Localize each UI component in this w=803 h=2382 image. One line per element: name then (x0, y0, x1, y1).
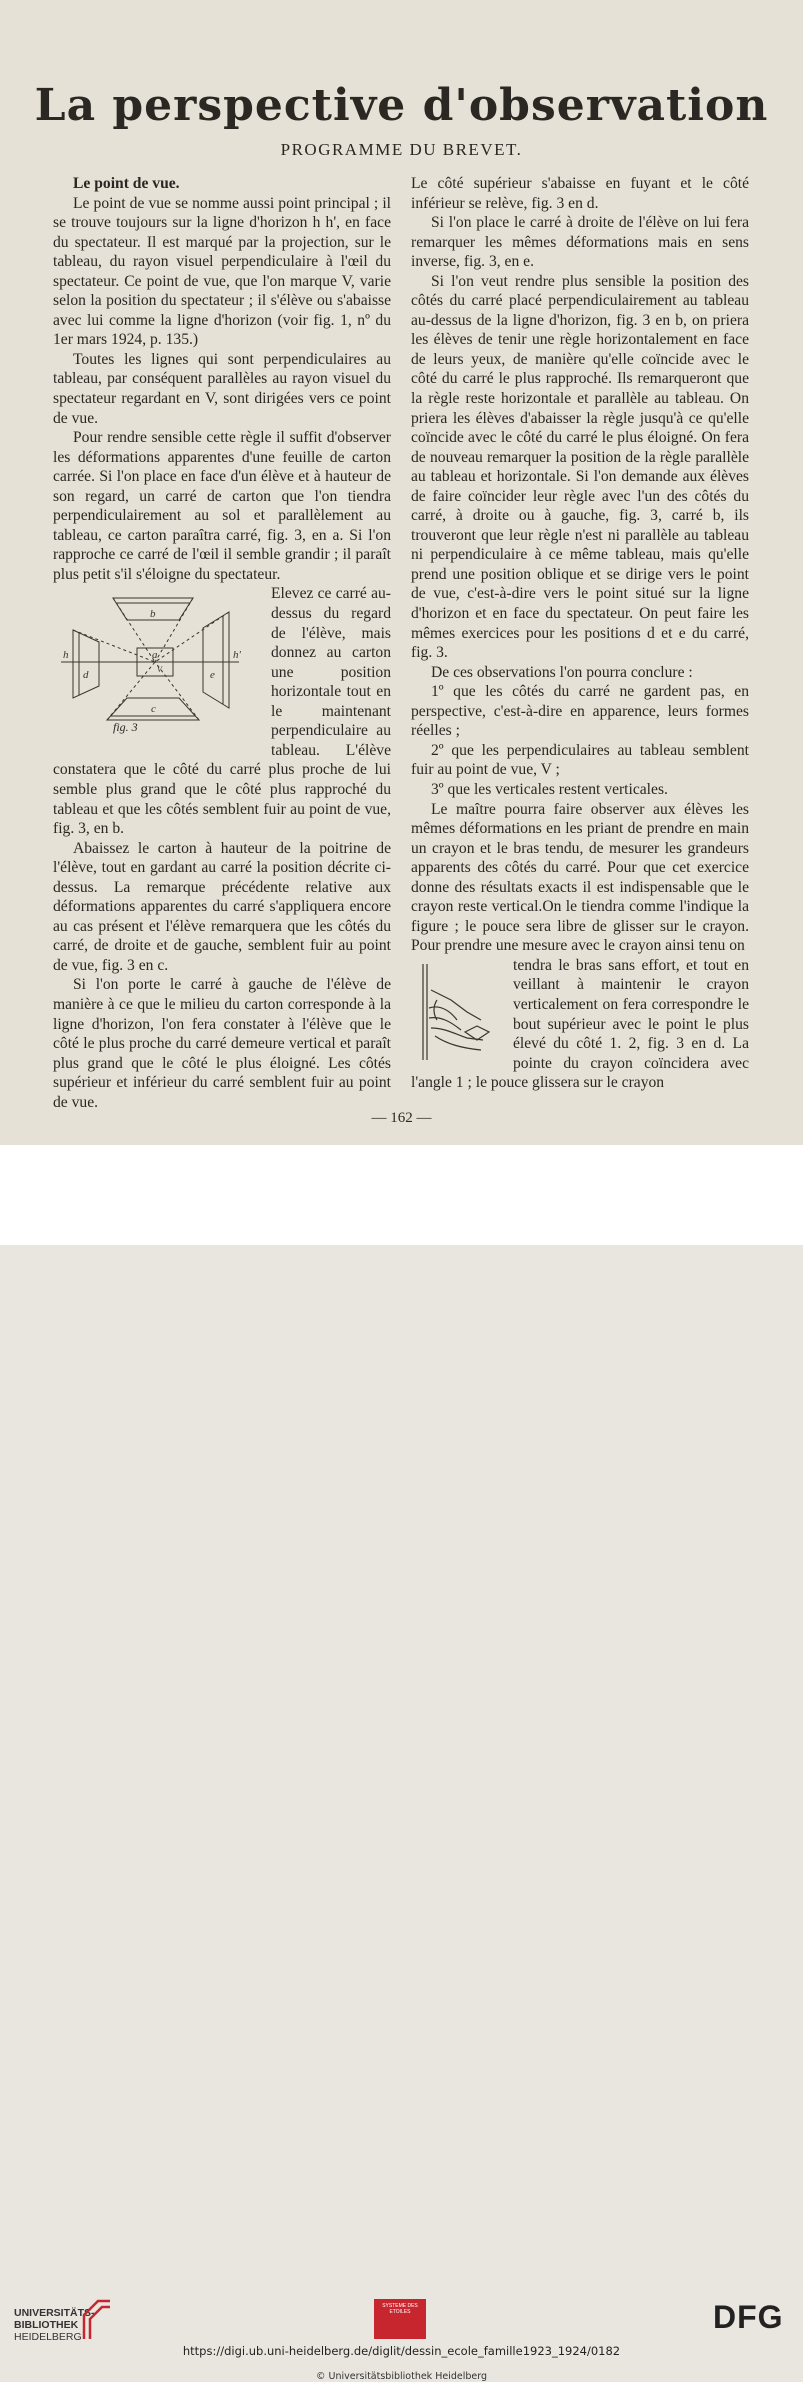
right-column (411, 174, 749, 1093)
paragraph: Pour rendre sensible cette règle il suffit d'observer les déformations apparentes d'une feuille de carton carrée. Si l'on place en face d'un élève et à hauteur de son regard, un carré de carton que l'on tiendra perpendiculairement au sol et parallèlement au tableau, ce carton paraîtra carré, fig. 3, en a. Si l'on rapproche ce carré de l'œil il semble grandir ; il paraît plus petit s'il s'éloigne du spectateur. (53, 429, 391, 583)
square-d-shape (73, 630, 99, 698)
paragraph: Toutes les lignes qui sont perpendiculaires au tableau, par conséquent parallèles au rayon visuel du spectateur regardant en V, sont dirigées vers ce point de vue. (53, 350, 391, 427)
permalink-url[interactable]: https://digi.ub.uni-heidelberg.de/diglit/dessin_ecole_famille1923_1924/0182 (182, 2344, 621, 2358)
page-number: — 162 — (371, 1110, 432, 1126)
center-logo-text: SYSTEME DES ETOILES (382, 2303, 418, 2315)
page-subtitle: PROGRAMME DU BREVET. (280, 140, 523, 159)
figure-3-drawing (53, 586, 263, 750)
paragraph: 2º que les perpendiculaires au tableau semblent fuir au point de vue, V ; (411, 741, 749, 779)
paragraph: Le côté supérieur s'abaisse en fuyant et le côté inférieur se relève, fig. 3 en d. (411, 175, 749, 212)
figure-label: d (83, 669, 89, 682)
left-column (53, 174, 391, 1112)
paragraph: Elevez ce carré au-dessus du regard de l'élève, mais donnez au carton une position horizontale tout en le maintenant perpendiculaire au tableau. L'élève constatera que le côté du carré plus proche de lui semble plus grand que le côté plus rapproché du tableau et que les côtés semblent fuir au point de vue, fig. 3, en b. (53, 585, 391, 838)
figure-label: b (150, 608, 156, 621)
dfg-logo[interactable]: DFG (713, 2299, 784, 2335)
paragraph: Abaissez le carton à hauteur de la poitrine de l'élève, tout en gardant au carré la position décrite ci-dessus. La remarque précédente relative aux déformations apparentes du carré s'appliquera encore au cas présent et l'élève remarquera que les côtés du carré, de droite et de gauche, semblent fuir au point de vue, fig. 3 en c. (53, 839, 391, 974)
logo-text: UNIVERSITÄTS- (14, 2307, 95, 2319)
paragraph: Si l'on place le carré à droite de l'élève on lui fera remarquer les mêmes déformations mais en sens inverse, fig. 3, en e. (411, 214, 749, 271)
paragraph: Le point de vue se nomme aussi point principal ; il se trouve toujours sur la ligne d'horizon h h', en face du spectateur. Il est marqué par la projection, sur le tableau, du rayon visuel perpendiculaire à l'œil du spectateur. Ce point de vue, que l'on marque V, varie selon la position du spectateur ; il s'élève ou s'abaisse avec lui comme la ligne d'horizon (voir fig. 1, nº du 1er mars 1924, p. 135.) (53, 194, 391, 349)
figure-caption: fig. 3 (113, 720, 138, 735)
paragraph: Si l'on porte le carré à gauche de l'élève de manière à ce que le milieu du carton corresponde à la ligne d'horizon, l'on fera constater à l'élève que le côté le plus proche du carré demeure vertical et paraît plus grand que le côté le plus éloigné. Les côtés supérieur et inférieur du carré semblent fuir au point de vue. (53, 976, 391, 1111)
paragraph: Le maître pourra faire observer aux élèves les mêmes déformations en les priant de prendre en main un crayon et le bras tendu, de mesurer les grandeurs apparents des côtés du carré. Pour que cet exercice donne des résultats exacts il est indispensable que le crayon reste vertical.On le tiendra comme l'indique la figure ; le pouce sera libre de glisser sur le crayon. Pour prendre une mesure avec le crayon ainsi tenu on (411, 800, 749, 955)
figure-label: V (157, 665, 162, 675)
library-logo-icon (80, 2297, 114, 2341)
figure-label: h (63, 649, 69, 662)
page-title: La perspective d'observation (34, 80, 769, 131)
hand-figure-block (411, 956, 749, 1093)
logo-text: BIBLIOTHEK (14, 2319, 79, 2331)
digitization-logo[interactable] (374, 2299, 426, 2339)
paragraph: De ces observations l'on pourra conclure : (431, 663, 693, 681)
viewer-footer (0, 1145, 803, 2382)
figure-3-block (53, 584, 391, 838)
section-heading: Le point de vue. (73, 175, 180, 192)
hand-holding-pencil-illustration (411, 960, 507, 1066)
scanned-page (0, 0, 803, 1145)
paragraph: Si l'on veut rendre plus sensible la position des côtés du carré placé perpendiculairement au tableau au-dessus de la ligne d'horizon, fig. 3 en b, on priera les élèves de tenir une règle horizontalement en face de leurs yeux, de manière qu'elle coïncide avec le côté du carré le plus rapproché. Ils remarqueront que la règle reste horizontale et parallèle au tableau. On priera les élèves d'abaisser la règle jusqu'à ce qu'elle coïncide avec le côté du carré le plus éloigné. On fera de nouveau remarquer la position de la règle parallèle au tableau et horizontale. Si l'on demande aux élèves de faire coïncider leur règle avec l'un des côtés du carré, à droite ou à gauche, fig. 3, carré b, ils trouveront que leur règle n'est ni parallèle au tableau ni perpendiculaire à ce même tableau, mais qu'elle prend une position oblique et se dirige vers le point de vue, c'est-à-dire vers le point situé sur la ligne d'horizon et en face du spectateur. On peut faire les mêmes exercices pour les positions d et e du carré, fig. 3. (411, 272, 749, 662)
figure-label: h' (233, 649, 241, 662)
copyright-notice: © Universitätsbibliothek Heidelberg (315, 2371, 487, 2382)
figure-label: e (210, 669, 215, 682)
logo-text: HEIDELBERG (14, 2331, 82, 2343)
paragraph: 3º que les verticales restent verticales. (431, 780, 668, 798)
figure-label: a (152, 649, 158, 662)
paragraph: 1º que les côtés du carré ne gardent pas, en perspective, c'est-à-dire en apparence, leurs formes réelles ; (411, 683, 749, 740)
figure-3 (53, 586, 263, 750)
paragraph: tendra le bras sans effort, et tout en veillant à maintenir le crayon verticalement on fera correspondre le bout supérieur avec le point le plus élevé du côté 1. 2, fig. 3 en d. La pointe du crayon coïncidera avec l'angle 1 ; le pouce glissera sur le crayon (411, 956, 749, 1092)
figure-label: c (151, 703, 156, 716)
